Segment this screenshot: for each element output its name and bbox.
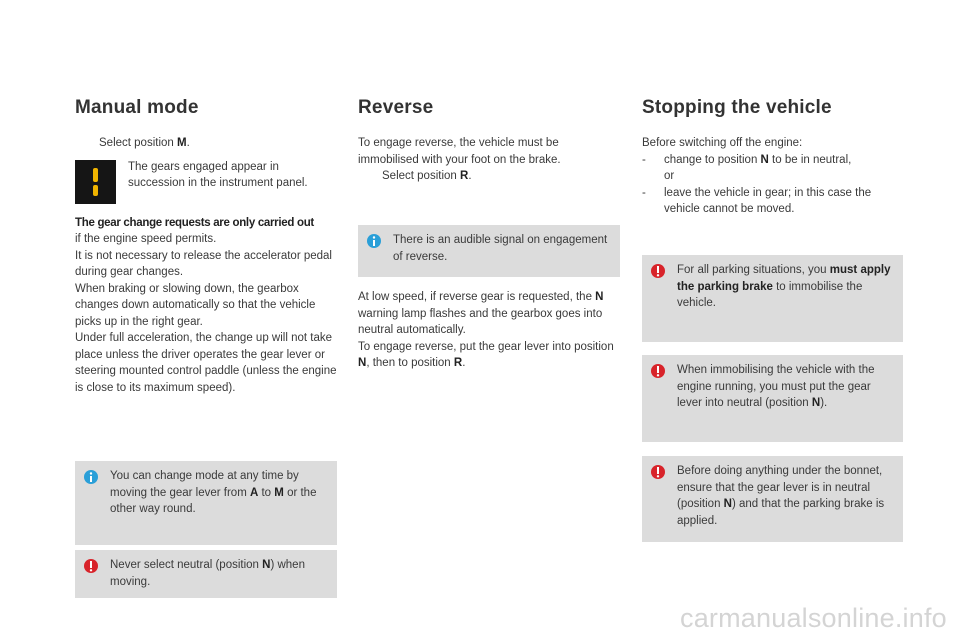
gear-indicator-lamp-icon bbox=[75, 160, 116, 204]
reverse-info-text: There is an audible signal on engagement of reverse. bbox=[393, 234, 608, 263]
manual-info-text: You can change mode at any time by moving the gear lever from A to M or the other way round. bbox=[110, 470, 317, 515]
gear-indicator-text: The gears engaged appear in succession in the instrument panel. bbox=[128, 160, 308, 189]
manual-warning-text: Never select neutral (position N) when moving. bbox=[110, 559, 305, 588]
reverse-intro: To engage reverse, the vehicle must be immobilised with your foot on the brake. bbox=[358, 137, 561, 166]
manual-para-4: Under full acceleration, the change up will not take place unless the driver operates the gear lever or steering mounted control paddle (unless the engine is close to its maximum speed). bbox=[75, 332, 337, 394]
engine-running-warning bbox=[642, 355, 903, 442]
reverse-lowspeed-text: At low speed, if reverse gear is requested, the N warning lamp flashes and the gearbox goes into neutral automatically. bbox=[358, 291, 604, 336]
manual-para-1: if the engine speed permits. bbox=[75, 233, 217, 245]
manual-para-3: When braking or slowing down, the gearbox changes down automatically so that the vehicle picks up in the right gear. bbox=[75, 282, 316, 328]
manual-warning-note bbox=[75, 550, 337, 598]
reverse-title: Reverse bbox=[358, 97, 434, 118]
bonnet-warning bbox=[642, 456, 903, 542]
reverse-select-step: Select position R. bbox=[382, 170, 472, 182]
info-icon bbox=[367, 233, 381, 249]
stopping-section bbox=[642, 96, 904, 218]
bonnet-text: Before doing anything under the bonnet, ensure that the gear lever is in neutral (position N) and that the parking brake is applied. bbox=[677, 465, 885, 527]
stopping-or: or bbox=[664, 170, 675, 182]
warning-icon bbox=[651, 363, 665, 379]
engine-running-text: When immobilising the vehicle with the engine running, you must put the gear lever into neutral (position N). bbox=[677, 364, 875, 409]
manual-mode-section bbox=[75, 96, 337, 396]
manual-info-note bbox=[75, 461, 337, 545]
stopping-intro: Before switching off the engine: bbox=[642, 137, 803, 149]
reverse-lowspeed-block bbox=[358, 289, 620, 372]
reverse-engage-text: To engage reverse, put the gear lever into position N, then to position R. bbox=[358, 340, 614, 369]
warning-icon bbox=[651, 263, 665, 279]
watermark-footer: carmanualsonline.info bbox=[680, 603, 947, 633]
gear-indicator-row bbox=[75, 160, 337, 204]
gear-change-heading: The gear change requests are only carried out bbox=[75, 216, 314, 229]
info-icon bbox=[84, 469, 98, 485]
manual-select-step: Select position M. bbox=[99, 137, 190, 149]
warning-icon bbox=[651, 464, 665, 480]
parking-brake-text: For all parking situations, you must apply the parking brake to immobilise the vehicle. bbox=[677, 264, 891, 309]
stopping-item-1: - change to position N to be in neutral, bbox=[642, 153, 852, 166]
stopping-title: Stopping the vehicle bbox=[642, 97, 832, 118]
stopping-item-2: - leave the vehicle in gear; in this case the vehicle cannot be moved. bbox=[642, 186, 872, 215]
manual-para-2: It is not necessary to release the accelerator pedal during gear changes. bbox=[75, 249, 332, 278]
reverse-info-note bbox=[358, 225, 620, 277]
reverse-section bbox=[358, 96, 620, 185]
manual-mode-title: Manual mode bbox=[75, 97, 199, 118]
parking-brake-warning bbox=[642, 255, 903, 342]
warning-icon bbox=[84, 558, 98, 574]
